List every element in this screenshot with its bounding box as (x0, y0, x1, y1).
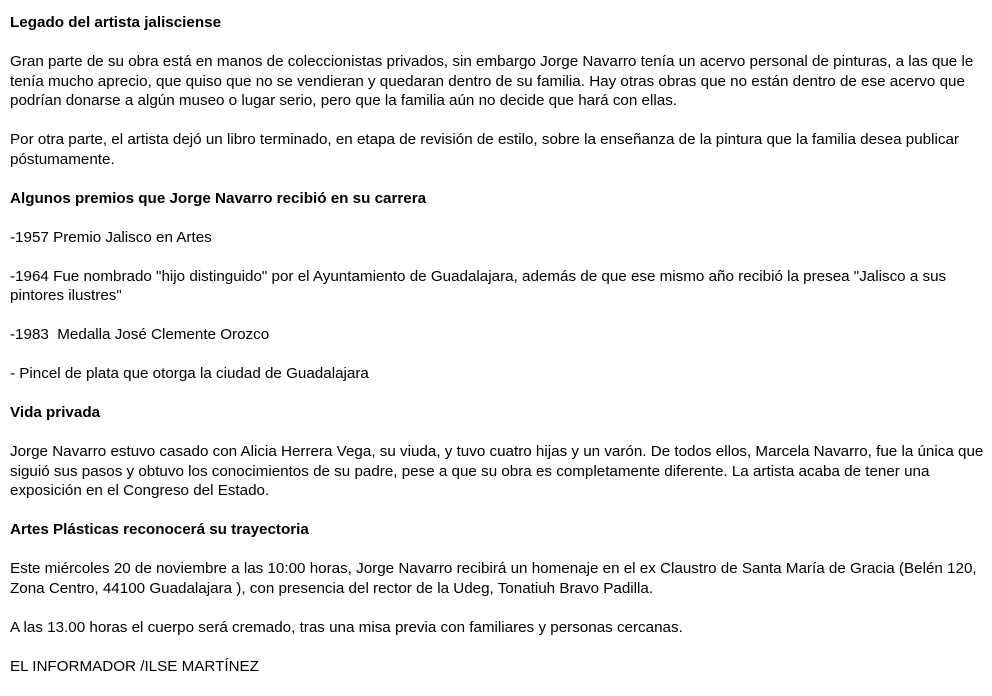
article-body (10, 13, 985, 696)
premio-pincel: - Pincel de plata que otorga la ciudad de Guadalajara (10, 365, 369, 382)
byline: EL INFORMADOR /ILSE MARTÍNEZ (10, 657, 259, 675)
premio-1957: -1957 Premio Jalisco en Artes (10, 228, 212, 246)
heading-vida-privada: Vida privada (10, 404, 101, 421)
paragraph-homenaje: Este miércoles 20 de noviembre a las 10:00 horas, Jorge Navarro recibirá un homenaje en el ex Claustro de Santa María de Gracia (Belén 120, Zona Centro, 44100 Guadalajara ), con presencia del rector de la Udeg, Tonatiuh Bravo Padilla. (10, 560, 977, 597)
premio-1983: -1983 Medalla José Clemente Orozco (10, 326, 270, 343)
paragraph-legado-2: Por otra parte, el artista dejó un libro terminado, en etapa de revisión de estilo, sobre la enseñanza de la pintura que la familia desea publicar póstumamente. (10, 131, 959, 168)
premio-1964: -1964 Fue nombrado "hijo distinguido" por el Ayuntamiento de Guadalajara, además de que ese mismo año recibió la presea "Jalisco a sus pintores ilustres" (10, 267, 947, 304)
paragraph-cremacion: A las 13.00 horas el cuerpo será cremado, tras una misa previa con familiares y personas cercanas. (10, 618, 683, 636)
heading-legado: Legado del artista jalisciense (10, 14, 222, 31)
heading-premios: Algunos premios que Jorge Navarro recibió en su carrera (10, 189, 427, 207)
paragraph-vida: Jorge Navarro estuvo casado con Alicia Herrera Vega, su viuda, y tuvo cuatro hijas y un varón. De todos ellos, Marcela Navarro, fue la única que siguió sus pasos y obtuvo los conocimientos de su padre, pese a que su obra es completamente diferente. La artista acaba de tener una exposición en el Congreso del Estado. (10, 443, 984, 499)
heading-artes-plasticas: Artes Plásticas reconocerá su trayectoria (10, 521, 309, 538)
paragraph-legado-1: Gran parte de su obra está en manos de coleccionistas privados, sin embargo Jorge Navarro tenía un acervo personal de pinturas, a las que le tenía mucho aprecio, que quiso que no se vendieran y quedaran dentro de su familia. Hay otras obras que no están dentro de ese acervo que podrían donarse a algún museo o lugar serio, pero que la familia aún no decide que hará con ellas. (10, 53, 974, 109)
